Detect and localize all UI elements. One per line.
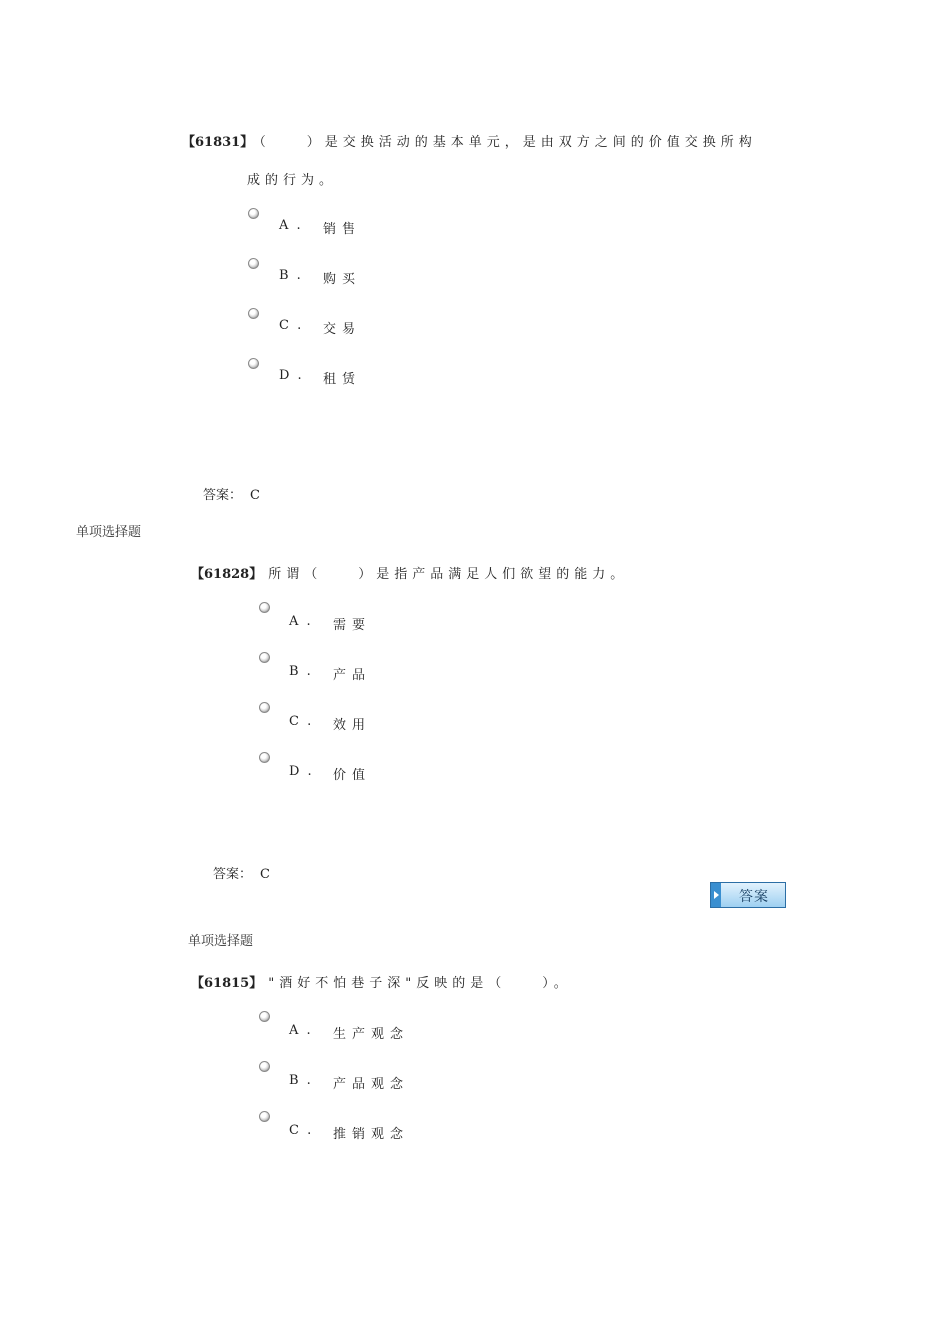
question-id: 【61831】	[182, 135, 254, 150]
question-id: 【61828】	[191, 567, 263, 582]
answer-line	[203, 484, 260, 503]
question-stem-line1	[182, 131, 757, 150]
option-text: 产品观念	[333, 1077, 410, 1092]
option-radio-b[interactable]	[248, 258, 259, 269]
question-id: 【61815】	[191, 976, 263, 991]
question-stem-line1	[191, 563, 628, 582]
option-letter: C .	[279, 318, 304, 333]
option-text: 生产观念	[333, 1027, 410, 1042]
question-text: 所谓（ ）是指产品满足人们欲望的能力。	[268, 567, 629, 582]
option-radio-d[interactable]	[259, 752, 270, 763]
option-text: 交易	[323, 322, 362, 337]
option-text: 购买	[323, 272, 362, 287]
option-letter: B .	[289, 1073, 313, 1088]
option-text: 销售	[323, 222, 362, 237]
option-letter: B .	[279, 268, 303, 283]
option-letter: C .	[289, 1123, 314, 1138]
option-letter: A .	[289, 614, 313, 629]
show-answer-label: 答案	[739, 889, 769, 905]
option-letter: C .	[289, 714, 314, 729]
question-text: "酒好不怕巷子深"反映的是（ ）。	[268, 976, 572, 991]
answer-value: C	[260, 867, 270, 882]
option-radio-c[interactable]	[259, 1111, 270, 1122]
option-text: 产品	[333, 668, 372, 683]
answer-label: 答案：	[203, 488, 243, 503]
answer-value: C	[250, 488, 260, 503]
option-text: 需要	[333, 618, 372, 633]
answer-label: 答案：	[213, 867, 253, 882]
option-letter: A .	[279, 218, 303, 233]
show-answer-button[interactable]	[710, 882, 786, 908]
option-text: 效用	[333, 718, 372, 733]
question-stem-line1	[191, 972, 572, 991]
question-text: （ ）是交换活动的基本单元，是由双方之间的价值交换所构	[259, 135, 757, 150]
play-arrow-icon	[711, 883, 721, 907]
option-radio-b[interactable]	[259, 1061, 270, 1072]
option-radio-a[interactable]	[259, 602, 270, 613]
section-label: 单项选择题	[76, 525, 142, 540]
option-text: 价值	[333, 768, 372, 783]
option-radio-b[interactable]	[259, 652, 270, 663]
option-radio-d[interactable]	[248, 358, 259, 369]
option-text: 租赁	[323, 372, 362, 387]
option-radio-a[interactable]	[248, 208, 259, 219]
option-radio-c[interactable]	[259, 702, 270, 713]
section-label: 单项选择题	[188, 934, 254, 949]
option-letter: D .	[289, 764, 314, 779]
option-text: 推销观念	[333, 1127, 410, 1142]
option-letter: D .	[279, 368, 304, 383]
answer-line	[213, 863, 270, 882]
option-radio-a[interactable]	[259, 1011, 270, 1022]
option-radio-c[interactable]	[248, 308, 259, 319]
option-letter: B .	[289, 664, 313, 679]
option-letter: A .	[289, 1023, 313, 1038]
question-stem-line2: 成的行为。	[247, 173, 338, 188]
